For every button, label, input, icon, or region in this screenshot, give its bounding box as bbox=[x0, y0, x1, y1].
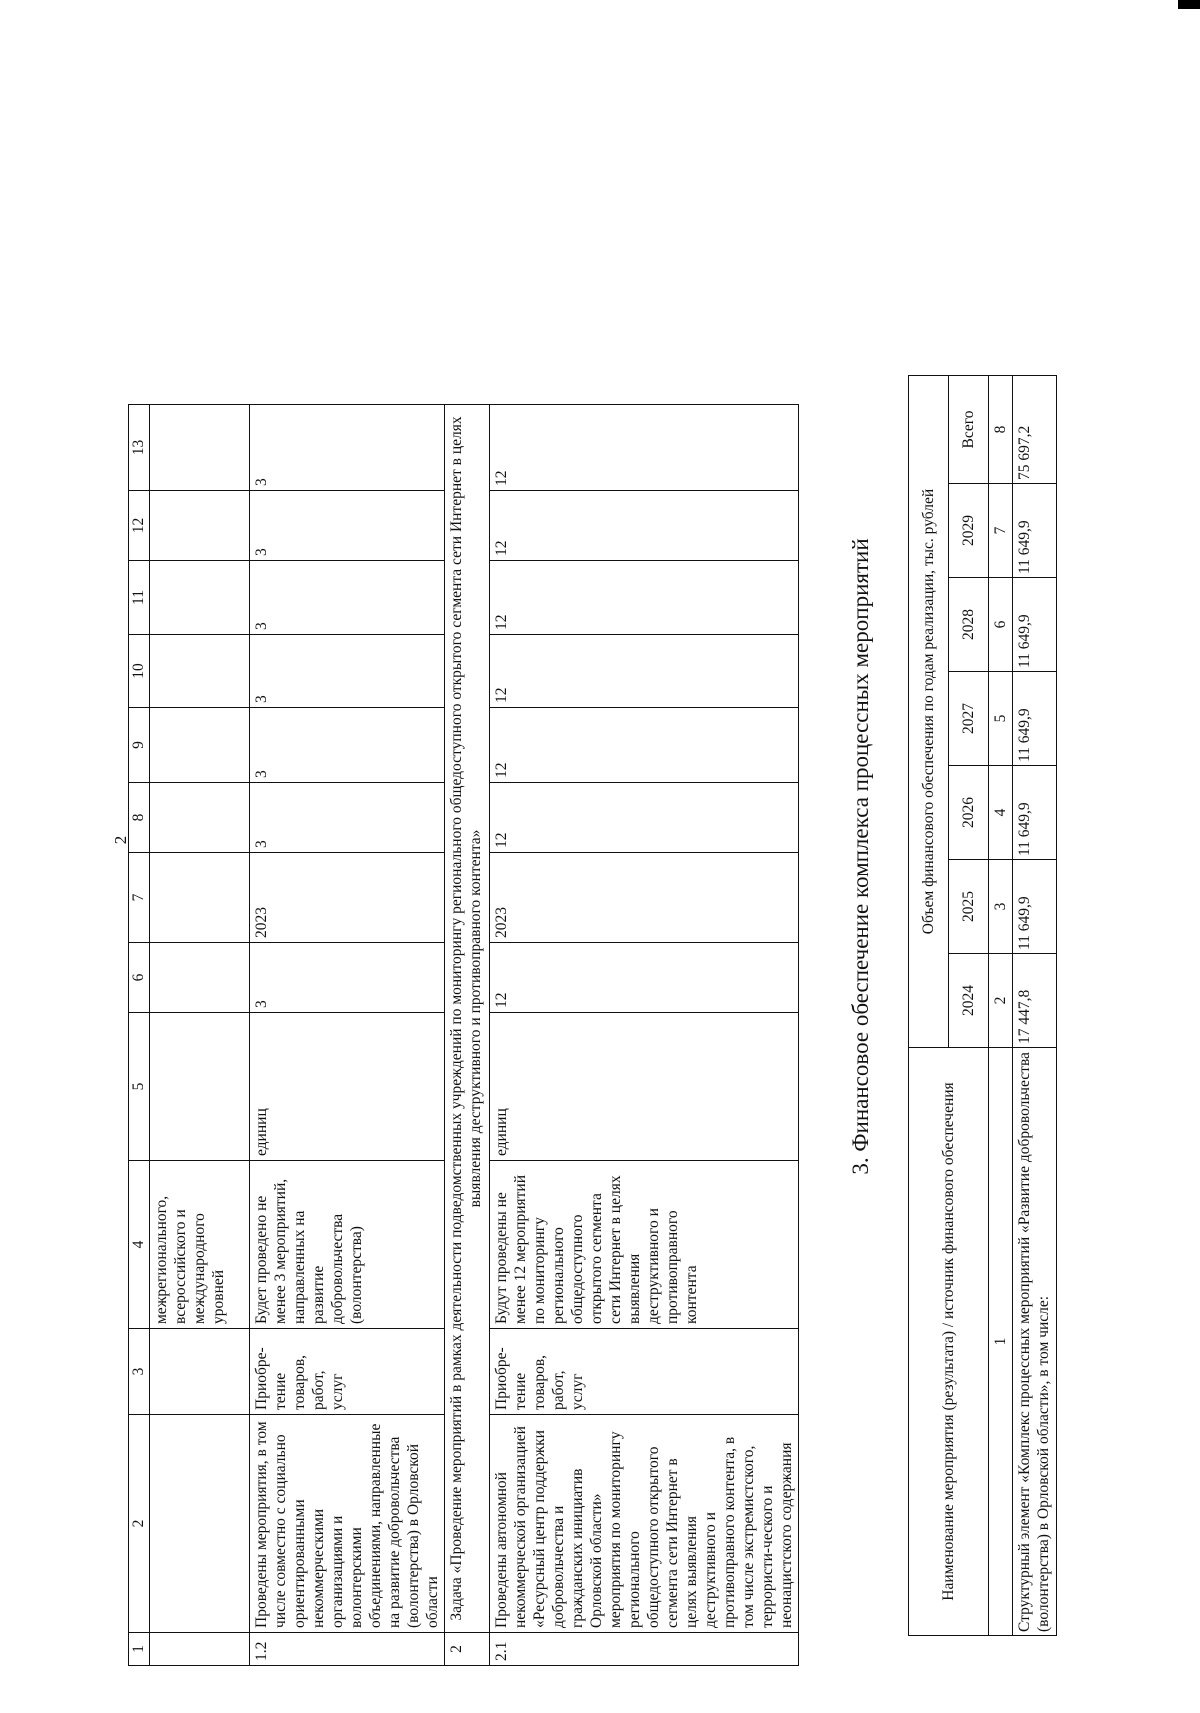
cell: Проведены мероприятия, в том числе совместно с социально ориентированными некоммерческими организациями и волонтерскими объединениями, направленные на развитие добровольчества (волонтерства) в Орловской области bbox=[250, 1415, 445, 1633]
table-row bbox=[150, 405, 250, 1666]
col-number: 12 bbox=[129, 491, 150, 561]
col-number: 5 bbox=[989, 672, 1013, 766]
cell: единиц bbox=[490, 1013, 799, 1161]
cell: 3 bbox=[250, 635, 445, 708]
col-number: 2 bbox=[129, 1415, 150, 1633]
table-row bbox=[250, 405, 445, 1666]
task-text: Задача «Проведение мероприятий в рамках деятельности подведомственных учреждений по мониторингу регионального общедоступного открытого сегмента сети Интернет в целях выявления деструктивного и противоправного контента» bbox=[445, 405, 490, 1633]
cell: 17 447,8 bbox=[1013, 954, 1057, 1048]
cell: 11 649,9 bbox=[1013, 672, 1057, 766]
cell: Проведены автономной некоммерческой организацией «Ресурсный центр поддержки добровольчества и гражданских инициатив Орловской области» мероприятия по мониторингу регионального общедоступного открытого сегмента сети Интернет в целях выявления деструктивного и противоправного контента, в том числе экстремистского, террористи-ческого и неонацистского содержания bbox=[490, 1415, 799, 1633]
col-number: 7 bbox=[989, 484, 1013, 578]
cell: 1.2 bbox=[250, 1633, 445, 1666]
col-number: 2 bbox=[989, 954, 1013, 1048]
activities-table bbox=[128, 404, 799, 1666]
cell: 12 bbox=[490, 708, 799, 783]
cell: 11 649,9 bbox=[1013, 766, 1057, 860]
cell: 12 bbox=[490, 561, 799, 635]
finance-header-row bbox=[909, 376, 949, 1636]
cell bbox=[150, 491, 250, 561]
year-header: 2024 bbox=[949, 954, 989, 1048]
volume-header: Объем финансового обеспечения по годам реализации, тыс. рублей bbox=[909, 376, 949, 1048]
cell: 2.1 bbox=[490, 1633, 799, 1666]
cell: Будут проведены не менее 12 мероприятий по мониторингу регионального общедоступного открытого сегмента сети Интернет в целях выявления деструктивного и противоправного контента bbox=[490, 1161, 799, 1329]
cell: Приобре-тение товаров, работ, услуг bbox=[250, 1329, 445, 1415]
cell: 12 bbox=[490, 783, 799, 853]
year-header: 2026 bbox=[949, 766, 989, 860]
cell bbox=[150, 1013, 250, 1161]
cell: единиц bbox=[250, 1013, 445, 1161]
year-header: 2025 bbox=[949, 860, 989, 954]
cell: 11 649,9 bbox=[1013, 860, 1057, 954]
cell: 11 649,9 bbox=[1013, 578, 1057, 672]
cell: межрегионального, всероссийского и международного уровней bbox=[150, 1161, 250, 1329]
section-title: 3. Финансовое обеспечение комплекса процессных мероприятий bbox=[848, 538, 873, 1175]
page-number: 2 bbox=[111, 835, 130, 845]
year-header: 2028 bbox=[949, 578, 989, 672]
cell: Будет проведено не менее 3 мероприятий, направленных на развитие добровольчества (волонтерства) bbox=[250, 1161, 445, 1329]
cell: 3 bbox=[250, 491, 445, 561]
column-number-row bbox=[129, 405, 150, 1666]
cell: 75 697,2 bbox=[1013, 376, 1057, 484]
cell: Приобре-тение товаров, работ, услуг bbox=[490, 1329, 799, 1415]
cell: 3 bbox=[250, 708, 445, 783]
table-row bbox=[490, 405, 799, 1666]
col-number: 10 bbox=[129, 635, 150, 708]
total-header: Всего bbox=[949, 376, 989, 484]
col-number: 5 bbox=[129, 1013, 150, 1161]
cell: 12 bbox=[490, 943, 799, 1013]
cell bbox=[150, 783, 250, 853]
col-number: 3 bbox=[129, 1329, 150, 1415]
col-number: 1 bbox=[989, 1048, 1013, 1636]
col-number: 1 bbox=[129, 1633, 150, 1666]
task-number: 2 bbox=[445, 1633, 490, 1666]
col-number: 6 bbox=[129, 943, 150, 1013]
name-header: Наименование мероприятия (результата) / источник финансового обеспечения bbox=[909, 1048, 989, 1636]
cell bbox=[150, 708, 250, 783]
cell bbox=[150, 943, 250, 1013]
cell: 12 bbox=[490, 491, 799, 561]
cell bbox=[150, 853, 250, 943]
column-number-row bbox=[989, 376, 1013, 1636]
cell: 3 bbox=[250, 783, 445, 853]
cell: 11 649,9 bbox=[1013, 484, 1057, 578]
cell: 2023 bbox=[250, 853, 445, 943]
cell bbox=[150, 1329, 250, 1415]
cell: 3 bbox=[250, 943, 445, 1013]
year-header: 2027 bbox=[949, 672, 989, 766]
cell: 3 bbox=[250, 561, 445, 635]
cell: 3 bbox=[250, 405, 445, 491]
col-number: 11 bbox=[129, 561, 150, 635]
row-name: Структурный элемент «Комплекс процессных мероприятий «Развитие добровольчества (волонтерства) в Орловской области», в том числе: bbox=[1013, 1048, 1057, 1636]
cell bbox=[150, 1633, 250, 1666]
cell: 12 bbox=[490, 635, 799, 708]
col-number: 13 bbox=[129, 405, 150, 491]
col-number: 3 bbox=[989, 860, 1013, 954]
cell: 12 bbox=[490, 405, 799, 491]
cell bbox=[150, 635, 250, 708]
cell bbox=[150, 561, 250, 635]
col-number: 8 bbox=[989, 376, 1013, 484]
year-header: 2029 bbox=[949, 484, 989, 578]
cell bbox=[150, 1415, 250, 1633]
col-number: 7 bbox=[129, 853, 150, 943]
cell bbox=[150, 405, 250, 491]
col-number: 4 bbox=[129, 1161, 150, 1329]
col-number: 9 bbox=[129, 708, 150, 783]
col-number: 6 bbox=[989, 578, 1013, 672]
col-number: 4 bbox=[989, 766, 1013, 860]
task-row bbox=[445, 405, 490, 1666]
finance-table bbox=[908, 375, 1057, 1636]
col-number: 8 bbox=[129, 783, 150, 853]
table-row bbox=[1013, 376, 1057, 1636]
cell: 2023 bbox=[490, 853, 799, 943]
